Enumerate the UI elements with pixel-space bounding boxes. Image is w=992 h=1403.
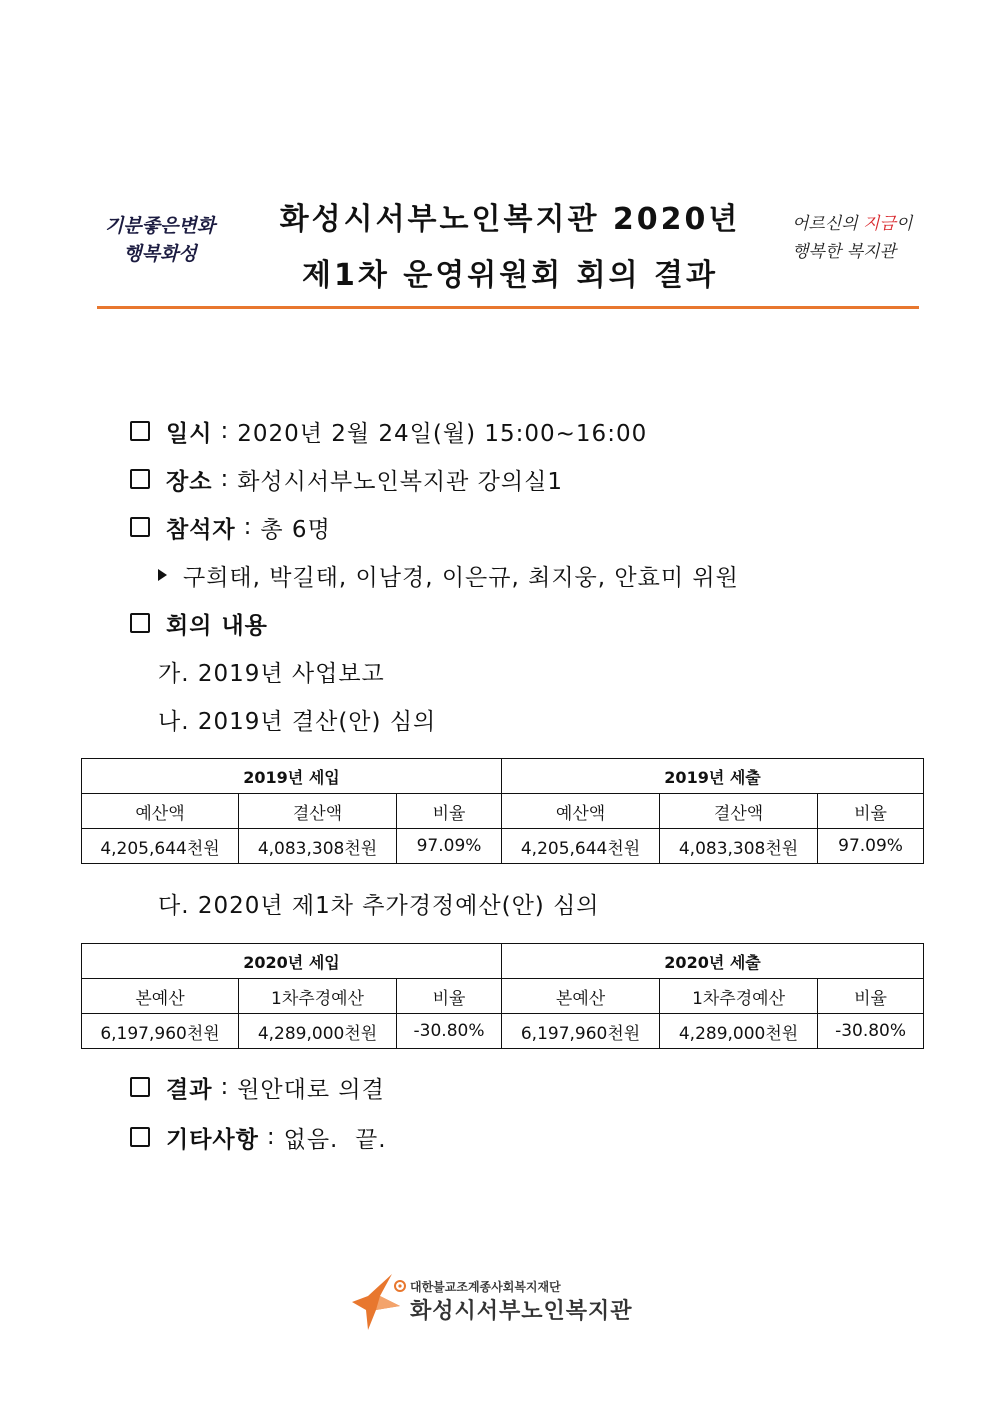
- slogan-logo-left: [100, 212, 220, 268]
- checkbox-square-icon: [130, 421, 150, 441]
- item-etc-label: 기타사항: [166, 1126, 259, 1153]
- item-place-value: 화성시서부노인복지관 강의실1: [237, 468, 563, 495]
- checkbox-square-icon: [130, 613, 150, 633]
- column-header: 비율: [818, 794, 924, 829]
- item-date-value: 2020년 2월 24일(월) 15:00~16:00: [237, 420, 648, 447]
- slogan-right-line2: 행복한 복지관: [792, 242, 896, 262]
- item-etc: [130, 1120, 387, 1154]
- column-header: 결산액: [239, 794, 397, 829]
- column-header: 비율: [818, 979, 924, 1014]
- item-result-value: 원안대로 의결: [237, 1076, 385, 1103]
- document-title-line1: 화성시서부노인복지관 2020년: [279, 202, 741, 237]
- agenda-b: 나. 2019년 결산(안) 심의: [158, 708, 437, 735]
- item-attendees-value: 총 6명: [260, 516, 331, 543]
- table-header-row: [82, 759, 924, 794]
- column-header: 결산액: [660, 794, 818, 829]
- settlement-table-2019: [81, 758, 924, 864]
- table-cell: 4,205,644천원: [82, 829, 239, 864]
- table-cell: -30.80%: [818, 1014, 924, 1049]
- colon: :: [220, 418, 230, 444]
- attendee-names: [158, 558, 739, 592]
- column-header: 비율: [397, 794, 502, 829]
- attendee-names-text: 구희태, 박길태, 이남경, 이은규, 최지웅, 안효미 위원: [183, 564, 739, 591]
- triangle-bullet-icon: [158, 569, 167, 581]
- table-cell: 4,205,644천원: [502, 829, 660, 864]
- item-content: [130, 606, 268, 640]
- document-title-line2: 제1차 운영위원회 회의 결과: [302, 258, 718, 293]
- table-cell: 97.09%: [818, 829, 924, 864]
- header-divider: [97, 306, 919, 309]
- table-cell: 4,083,308천원: [660, 829, 818, 864]
- footer-foundation-name: 대한불교조계종사회복지재단: [410, 1280, 561, 1294]
- table-row: [82, 1014, 924, 1049]
- item-attendees-label: 참석자: [166, 516, 236, 543]
- column-header: 1차추경예산: [239, 979, 397, 1014]
- checkbox-square-icon: [130, 1077, 150, 1097]
- item-attendees: [130, 510, 331, 544]
- item-content-label: 회의 내용: [166, 612, 268, 639]
- item-result: [130, 1070, 385, 1104]
- column-header: 예산액: [502, 794, 660, 829]
- item-result-label: 결과: [166, 1076, 213, 1103]
- table-cell: 4,083,308천원: [239, 829, 397, 864]
- item-date-label: 일시: [166, 420, 213, 447]
- slogan-left-line1: 기분좋은변화: [104, 215, 216, 237]
- item-etc-value: 없음. 끝.: [283, 1126, 387, 1153]
- agenda-a: 가. 2019년 사업보고: [158, 660, 385, 687]
- column-header: 1차추경예산: [660, 979, 818, 1014]
- table-cell: 6,197,960천원: [82, 1014, 239, 1049]
- column-header: 예산액: [82, 794, 239, 829]
- footer-org-name: 화성시서부노인복지관: [410, 1299, 633, 1324]
- slogan-right-part-c: 이: [895, 214, 913, 234]
- income-title: 2019년 세입: [82, 759, 502, 794]
- table-cell: 6,197,960천원: [502, 1014, 660, 1049]
- slogan-right-part-a: 어르신의: [792, 214, 864, 234]
- agenda-c: 다. 2020년 제1차 추가경정예산(안) 심의: [158, 892, 600, 919]
- column-header: 본예산: [82, 979, 239, 1014]
- expense-title: 2020년 세출: [502, 944, 924, 979]
- colon: :: [266, 1124, 276, 1150]
- slogan-left-line2: 행복화성: [123, 243, 197, 265]
- expense-title: 2019년 세출: [502, 759, 924, 794]
- checkbox-square-icon: [130, 469, 150, 489]
- colon: :: [220, 466, 230, 492]
- slogan-right-accent: 지금: [863, 214, 896, 234]
- item-place-label: 장소: [166, 468, 213, 495]
- footer-logo: [350, 1272, 650, 1332]
- foundation-emblem-icon: [394, 1280, 406, 1292]
- supplementary-budget-table-2020: [81, 943, 924, 1049]
- checkbox-square-icon: [130, 1127, 150, 1147]
- column-header: 본예산: [502, 979, 660, 1014]
- table-column-row: [82, 979, 924, 1014]
- table-cell: -30.80%: [397, 1014, 502, 1049]
- table-row: [82, 829, 924, 864]
- colon: :: [243, 514, 253, 540]
- table-header-row: [82, 944, 924, 979]
- table-column-row: [82, 794, 924, 829]
- colon: :: [220, 1074, 230, 1100]
- income-title: 2020년 세입: [82, 944, 502, 979]
- item-date: [130, 414, 647, 448]
- table-cell: 4,289,000천원: [660, 1014, 818, 1049]
- slogan-logo-right: [792, 210, 932, 266]
- item-place: [130, 462, 563, 496]
- checkbox-square-icon: [130, 517, 150, 537]
- table-cell: 4,289,000천원: [239, 1014, 397, 1049]
- column-header: 비율: [397, 979, 502, 1014]
- slogan-right-line1: [792, 210, 932, 238]
- table-cell: 97.09%: [397, 829, 502, 864]
